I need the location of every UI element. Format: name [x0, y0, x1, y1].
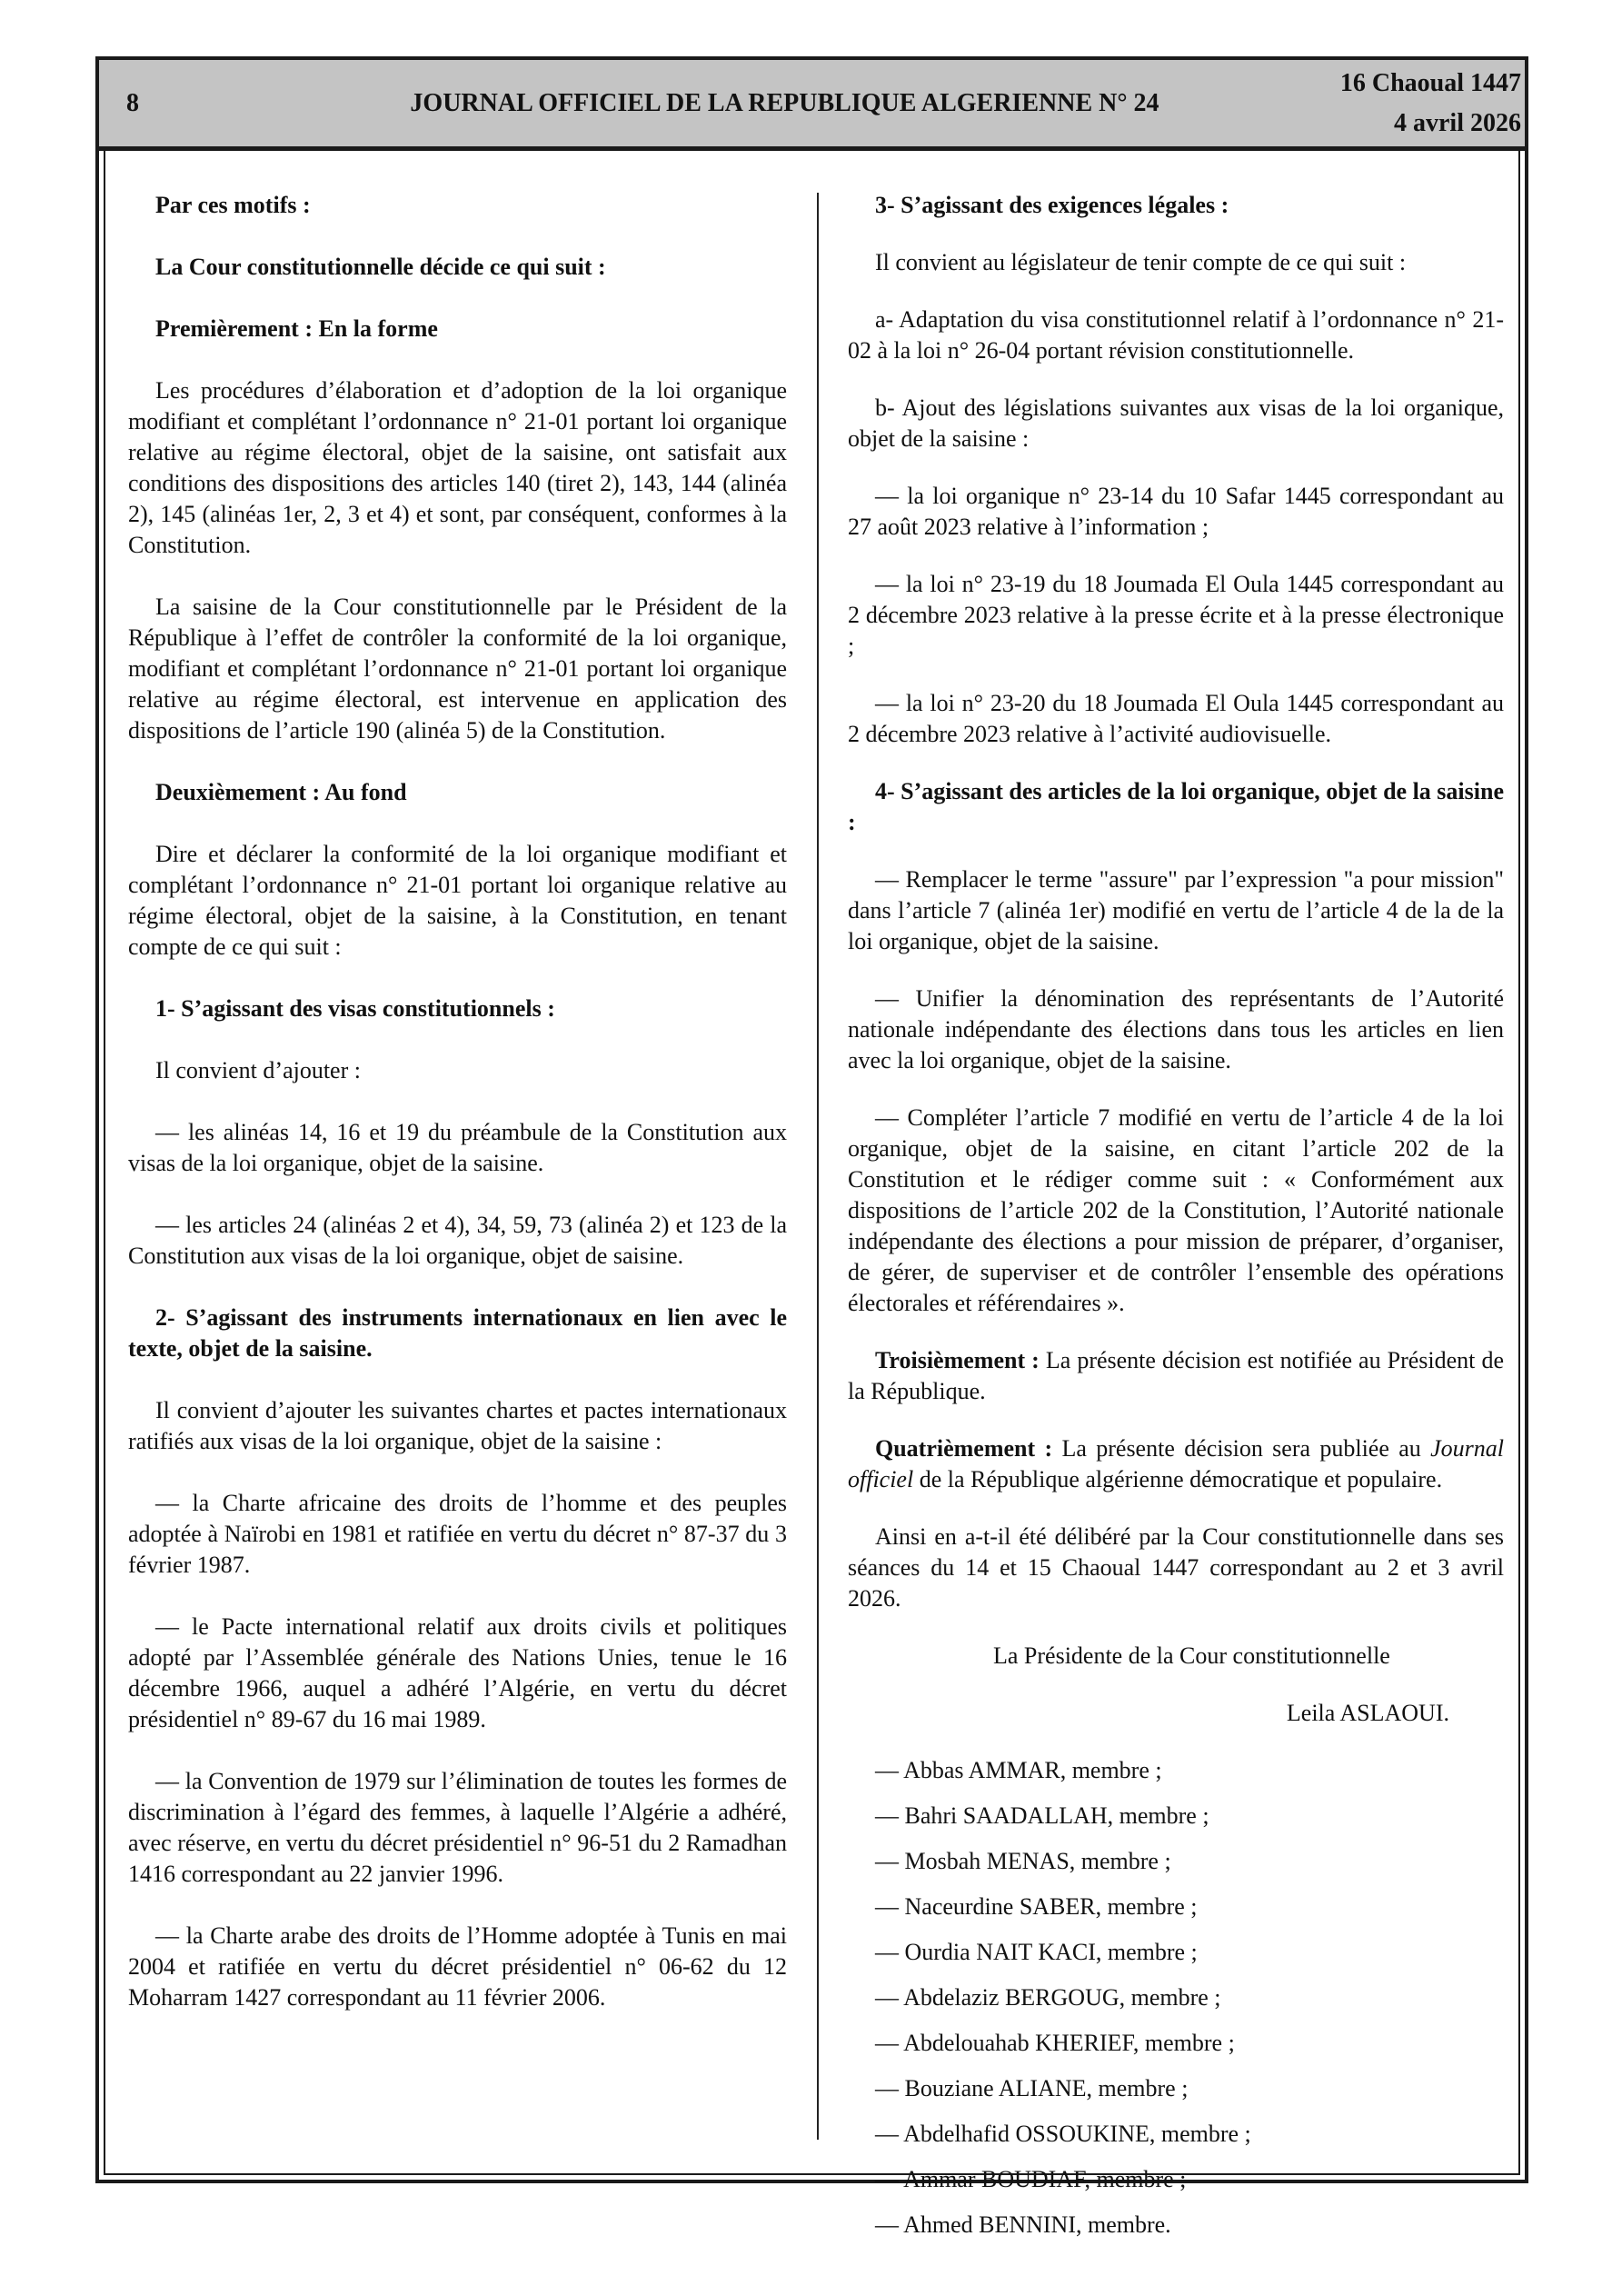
paragraph — [128, 1488, 787, 1581]
member-item: — Naceurdine SABER, membre ; — [875, 1893, 1198, 1920]
bold-text: 1- S’agissant des visas constitutionnels : — [155, 995, 555, 1022]
member-item: — Bahri SAADALLAH, membre ; — [875, 1802, 1209, 1829]
text-run: — la loi n° 23-20 du 18 Joumada El Oula 1445 correspondant au 2 décembre 2023 relative à l’activité audiovisuelle. — [848, 690, 1504, 747]
paragraph — [128, 375, 787, 561]
member-item: — Mosbah MENAS, membre ; — [875, 1848, 1171, 1874]
member-item: — Abdelhafid OSSOUKINE, membre ; — [875, 2121, 1251, 2147]
paragraph — [128, 1612, 787, 1735]
text-run: La saisine de la Cour constitutionnelle par le Président de la République à l’effet de contrôler la conformité de la loi organique, modifiant et complétant l’ordonnance n° 21-01 portant loi organique relative au régime électoral, est intervenue en application des dispositions de l’article 190 (alinéa 5) de la Constitution. — [128, 594, 787, 744]
signature-title: La Présidente de la Cour constitutionnelle — [993, 1642, 1390, 1669]
paragraph — [848, 864, 1504, 957]
paragraph — [128, 1055, 787, 1086]
text-run: — la loi n° 23-19 du 18 Joumada El Oula 1445 correspondant au 2 décembre 2023 relative à la presse écrite et à la presse électronique ; — [848, 571, 1504, 659]
text-run: Les procédures d’élaboration et d’adoption de la loi organique modifiant et complétant l’ordonnance n° 21-01 portant loi organique relative au régime électoral, objet de la saisine, ont satisfait aux conditions des dispositions des articles 140 (tiret 2), 143, 144 (alinéa 2), 145 (alinéas 1er, 2, 3 et 4) et sont, par conséquent, conformes à la Constitution. — [128, 377, 787, 558]
paragraph — [848, 190, 1504, 221]
bold-text: Deuxièmement : Au fond — [155, 779, 407, 805]
right-column — [848, 190, 1504, 2255]
paragraph — [128, 1766, 787, 1890]
bold-text: Par ces motifs : — [155, 192, 311, 218]
paragraph — [128, 252, 787, 283]
paragraph — [128, 190, 787, 221]
member-item: — Abbas AMMAR, membre ; — [875, 1757, 1162, 1783]
italic-text: Journal officiel — [848, 1435, 1504, 1492]
bold-text: Troisièmement : — [875, 1347, 1040, 1373]
text-run: La présente décision sera publiée au — [1052, 1435, 1431, 1462]
text-run: b- Ajout des législations suivantes aux visas de la loi organique, objet de la saisine : — [848, 394, 1504, 452]
text-run: Il convient d’ajouter : — [155, 1057, 361, 1083]
text-run: de la République algérienne démocratique et populaire. — [913, 1466, 1443, 1492]
paragraph — [128, 993, 787, 1024]
paragraph — [848, 776, 1504, 838]
paragraph — [128, 1210, 787, 1272]
paragraph — [128, 314, 787, 344]
date-gregorian: 4 avril 2026 — [1394, 109, 1521, 137]
text-run: — la Convention de 1979 sur l’élimination de toutes les formes de discrimination à l’égard des femmes, à laquelle l’Algérie a adhéré, avec réserve, en vertu du décret présidentiel n° 96-51 du 2 Ramadhan 1416 correspondant au 22 janvier 1996. — [128, 1768, 787, 1887]
date-hijri: 16 Chaoual 1447 — [1339, 69, 1521, 97]
paragraph — [848, 1522, 1504, 1614]
paragraph — [848, 1433, 1504, 1495]
paragraph — [128, 839, 787, 963]
text-run: Il convient au législateur de tenir compte de ce qui suit : — [875, 249, 1407, 275]
issue-date — [1340, 64, 1521, 144]
bold-text: La Cour constitutionnelle décide ce qui suit : — [155, 254, 606, 280]
text-run: a- Adaptation du visa constitutionnel relatif à l’ordonnance n° 21-02 à la loi n° 26-04 portant révision constitutionnelle. — [848, 306, 1504, 364]
member-item: — Ahmed BENNINI, membre. — [875, 2211, 1171, 2238]
bold-text: 2- S’agissant des instruments internationaux en lien avec le texte, objet de la saisine. — [128, 1304, 787, 1362]
bold-text: Premièrement : En la forme — [155, 315, 438, 342]
journal-title: JOURNAL OFFICIEL DE LA REPUBLIQUE ALGERIENNE N° 24 — [410, 89, 1159, 117]
member-item: — Abdelouahab KHERIEF, membre ; — [875, 2030, 1235, 2056]
text-run: — la Charte africaine des droits de l’homme et des peuples adoptée à Naïrobi en 1981 et ratifiée en vertu du décret n° 87-37 du 3 février 1987. — [128, 1490, 787, 1578]
member-item: — Ammar BOUDIAF, membre ; — [875, 2166, 1187, 2192]
text-run: Ainsi en a-t-il été délibéré par la Cour constitutionnelle dans ses séances du 14 et 15 Chaoual 1447 correspondant au 2 et 3 avril 2026. — [848, 1523, 1504, 1612]
text-run: — Unifier la dénomination des représentants de l’Autorité nationale indépendante des élections dans tous les articles en lien avec la loi organique, objet de la saisine. — [848, 985, 1504, 1073]
paragraph — [848, 247, 1504, 278]
text-run: — la Charte arabe des droits de l’Homme adoptée à Tunis en mai 2004 et ratifiée en vertu du décret présidentiel n° 06-62 du 12 Moharram 1427 correspondant au 11 février 2006. — [128, 1922, 787, 2011]
members-list — [848, 1755, 1504, 2241]
text-run: — les alinéas 14, 16 et 19 du préambule de la Constitution aux visas de la loi organique, objet de la saisine. — [128, 1119, 787, 1176]
member-item: — Abdelaziz BERGOUG, membre ; — [875, 1984, 1221, 2011]
paragraph — [848, 1345, 1504, 1407]
page-number: 8 — [126, 89, 139, 117]
member-item: — Ourdia NAIT KACI, membre ; — [875, 1939, 1198, 1965]
paragraph — [848, 569, 1504, 662]
signature-name: Leila ASLAOUI. — [1286, 1700, 1449, 1726]
paragraph — [128, 1395, 787, 1457]
paragraph — [128, 592, 787, 746]
member-item: — Bouziane ALIANE, membre ; — [875, 2075, 1189, 2101]
bold-text: Quatrièmement : — [875, 1435, 1053, 1462]
paragraph — [848, 304, 1504, 366]
text-run: La présente décision est notifiée au Président de la République. — [848, 1347, 1504, 1404]
paragraph — [128, 1117, 787, 1179]
bold-text: 3- S’agissant des exigences légales : — [875, 192, 1229, 218]
text-run: — la loi organique n° 23-14 du 10 Safar 1445 correspondant au 27 août 2023 relative à l’information ; — [848, 483, 1504, 540]
paragraph — [128, 777, 787, 808]
text-run: — Compléter l’article 7 modifié en vertu de l’article 4 de la loi organique, objet de la saisine, en citant l’article 202 de la Constitution et le rédiger comme suit : « Conformément aux dispositions de l’article 202 de la Constitution, l’Autorité nationale indépendante des élections a pour mission de préparer, d’organiser, de gérer, de superviser et de contrôler l’ensemble des opérations électorales et référendaires ». — [848, 1104, 1504, 1316]
page-header — [99, 60, 1525, 151]
column-divider — [817, 193, 819, 2140]
paragraph — [848, 481, 1504, 543]
paragraph — [128, 1303, 787, 1364]
text-run: Il convient d’ajouter les suivantes chartes et pactes internationaux ratifiés aux visas de la loi organique, objet de la saisine : — [128, 1397, 787, 1454]
paragraph — [848, 983, 1504, 1076]
paragraph — [848, 688, 1504, 750]
text-run: — les articles 24 (alinéas 2 et 4), 34, 59, 73 (alinéa 2) et 123 de la Constitution aux visas de la loi organique, objet de saisine. — [128, 1212, 787, 1269]
left-column — [128, 190, 787, 2044]
text-run: — Remplacer le terme "assure" par l’expression "a pour mission" dans l’article 7 (alinéa 1er) modifié en vertu de l’article 4 de la de la loi organique, objet de la saisine. — [848, 866, 1504, 954]
text-run: Dire et déclarer la conformité de la loi organique modifiant et complétant l’ordonnance n° 21-01 portant loi organique relative au régime électoral, objet de la saisine, à la Constitution, en tenant compte de ce qui suit : — [128, 841, 787, 960]
paragraph — [128, 1921, 787, 2013]
paragraph — [848, 1103, 1504, 1319]
paragraph — [848, 393, 1504, 454]
text-run: — le Pacte international relatif aux droits civils et politiques adopté par l’Assemblée générale des Nations Unies, tenue le 16 décembre 1966, auquel a adhéré l’Algérie, en vertu du décret présidentiel n° 89-67 du 16 mai 1989. — [128, 1613, 787, 1732]
bold-text: 4- S’agissant des articles de la loi organique, objet de la saisine : — [848, 778, 1504, 835]
